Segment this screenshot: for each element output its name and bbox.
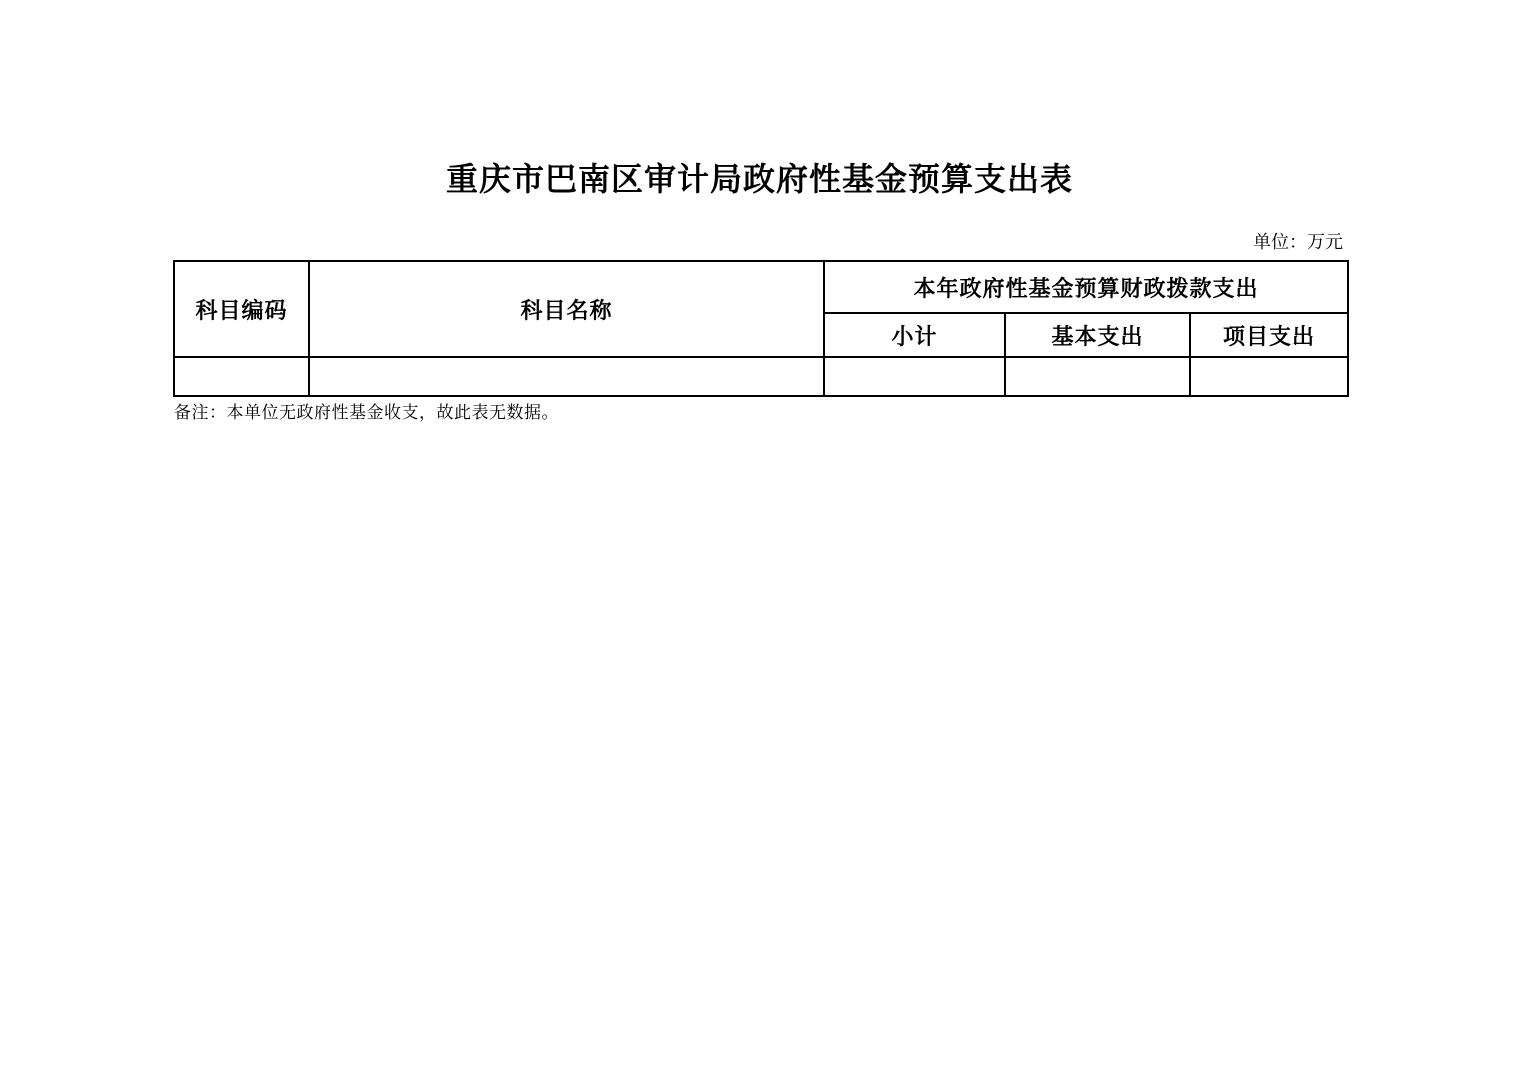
- header-project-expenditure: 项目支出: [1190, 313, 1348, 357]
- cell-subject-code: [174, 357, 309, 396]
- header-subject-code: 科目编码: [174, 261, 309, 357]
- table-row: [174, 357, 1348, 396]
- cell-subject-name: [309, 357, 824, 396]
- budget-table: [173, 260, 1349, 397]
- header-basic-expenditure: 基本支出: [1005, 313, 1190, 357]
- header-fund-expenditure-group: 本年政府性基金预算财政拨款支出: [824, 261, 1348, 313]
- header-subject-name: 科目名称: [309, 261, 824, 357]
- unit-label: 单位：万元: [1253, 232, 1343, 253]
- cell-basic-expenditure: [1005, 357, 1190, 396]
- table-note: 备注：本单位无政府性基金收支，故此表无数据。: [174, 403, 559, 423]
- cell-project-expenditure: [1190, 357, 1348, 396]
- page-title: 重庆市巴南区审计局政府性基金预算支出表: [445, 160, 1073, 198]
- header-row-group: [174, 261, 1348, 313]
- cell-subtotal: [824, 357, 1005, 396]
- header-subtotal: 小计: [824, 313, 1005, 357]
